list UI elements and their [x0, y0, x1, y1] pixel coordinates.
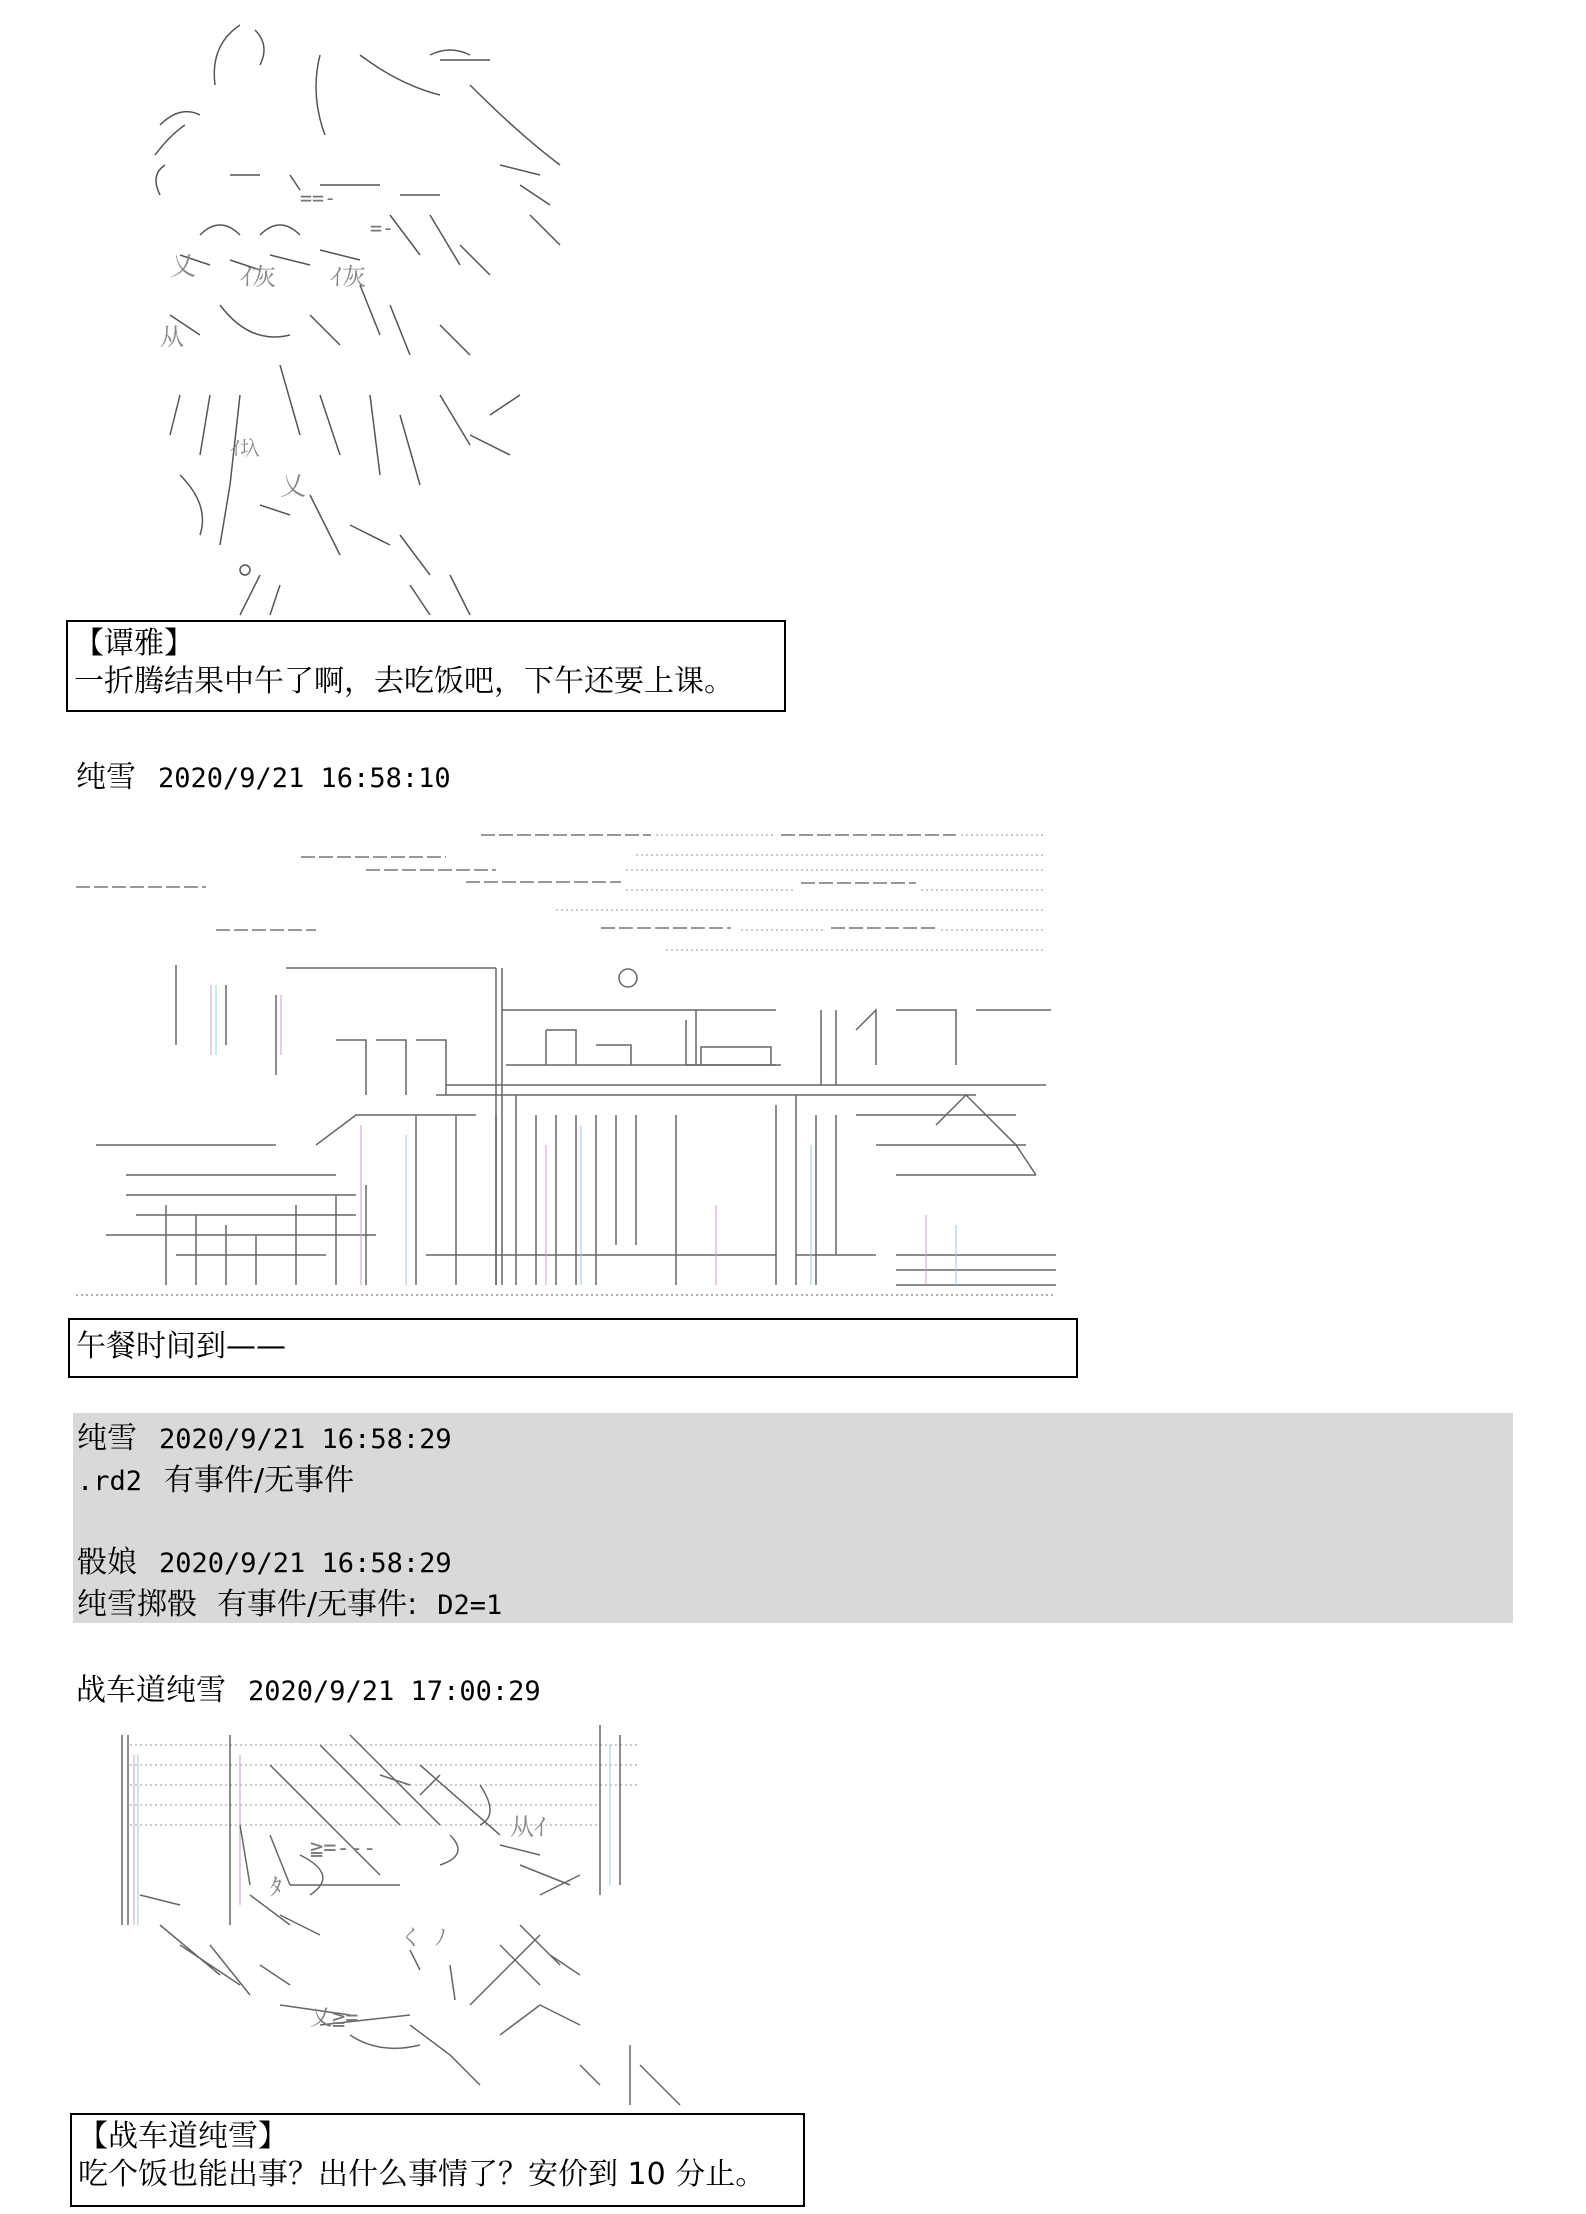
roll-timestamp: 2020/9/21 16:58:29	[159, 1424, 452, 1455]
dialog-box-senshado-junxue	[70, 2113, 805, 2207]
post-author: 战车道纯雪	[76, 1673, 226, 1708]
post-author: 纯雪	[76, 760, 136, 795]
svg-text:乂: 乂	[170, 252, 197, 282]
post-header	[76, 752, 451, 796]
dice-roll-header	[77, 1413, 452, 1457]
roll-author: 纯雪	[77, 1421, 137, 1456]
result-value: D2=1	[437, 1590, 503, 1621]
svg-text:从: 从	[160, 323, 184, 351]
svg-text:ｲ灰: ｲ灰	[330, 263, 366, 291]
svg-text:=-: =-	[370, 216, 395, 240]
speaker-tag: 【战车道纯雪】	[78, 2119, 288, 2154]
svg-text:く ﾉ: く ﾉ	[400, 1926, 447, 1951]
dice-result-line	[77, 1579, 502, 1623]
dialog-line: 吃个饭也能出事？出什么事情了？安价到 10 分止。	[78, 2157, 766, 2192]
dialog-box-tanya	[66, 620, 786, 712]
dice-roll-block	[73, 1413, 1513, 1623]
post-timestamp: 2020/9/21 17:00:29	[248, 1676, 541, 1707]
caption-box	[68, 1318, 1078, 1378]
svg-text:==-: ==-	[300, 186, 337, 210]
svg-text:ﾀ: ﾀ	[270, 1873, 282, 1901]
bot-author: 骰娘	[77, 1545, 137, 1580]
post-timestamp: 2020/9/21 16:58:10	[158, 763, 451, 794]
svg-text:≧=---: ≧=---	[310, 1836, 377, 1861]
roll-text: 有事件/无事件	[164, 1463, 355, 1498]
dice-bot-header	[77, 1537, 452, 1581]
svg-text:ｲ灰: ｲ灰	[240, 263, 276, 291]
svg-text:从ｲ: 从ｲ	[510, 1813, 546, 1841]
post-header	[76, 1665, 541, 1709]
ascii-art-tanya	[140, 15, 610, 620]
result-text: 有事件/无事件:	[217, 1587, 418, 1622]
roll-command: .rd2	[77, 1466, 143, 1497]
ascii-art-miho	[120, 1725, 700, 2110]
dice-roll-command-line	[77, 1455, 354, 1499]
svg-text:ｲ圦: ｲ圦	[230, 436, 260, 460]
speaker-tag: 【谭雅】	[74, 626, 194, 661]
svg-text:乂: 乂	[280, 472, 307, 502]
bot-timestamp: 2020/9/21 16:58:29	[159, 1548, 452, 1579]
svg-text:乂≧=: 乂≧=	[310, 2006, 359, 2031]
dialog-line: 一折腾结果中午了啊，去吃饭吧，下午还要上课。	[74, 664, 734, 699]
ascii-art-street-scene	[76, 815, 1056, 1315]
caption-text: 午餐时间到——	[76, 1329, 286, 1364]
result-prefix: 纯雪掷骰	[77, 1587, 197, 1622]
